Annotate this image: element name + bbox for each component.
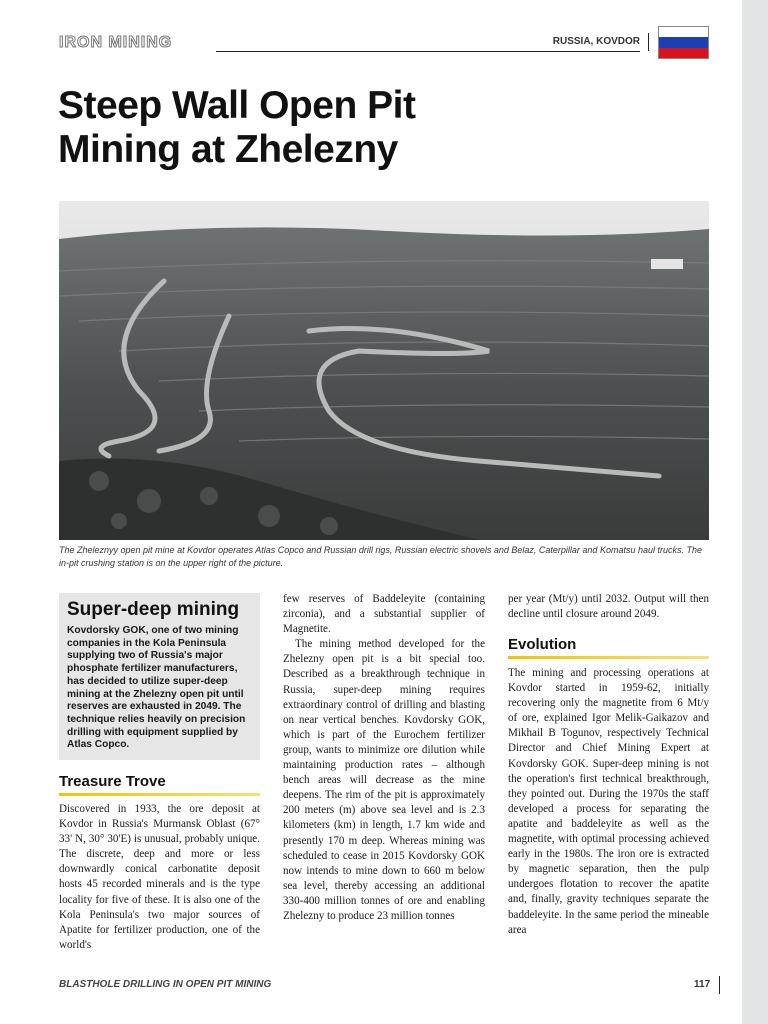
evolution-heading: Evolution: [508, 636, 577, 653]
sidebar-heading: Super-deep mining: [67, 599, 240, 620]
title-line-2: Mining at Zhelezny: [58, 128, 398, 171]
col2-paragraph-1: few reserves of Baddeleyite (containing zirconia), and a substantial supplier of Magnetite.: [283, 593, 485, 636]
photo-caption: The Zheleznyy open pit mine at Kovdor operates Atlas Copco and Russian drill rigs, Russian electric shovels and Belaz, Caterpillar and Komatsu haul trucks. The in-pit crushing station is on the upper right of the picture.: [59, 545, 702, 568]
page-number: 117: [694, 979, 711, 990]
column-1-text: [59, 802, 260, 953]
sidebar-text: Kovdorsky GOK, one of two mining companies in the Kola Peninsula supplying two of Russia's major phosphate fertilizer manufacturers, has decided to utilize super-deep mining at the Zhelezny open pit until reserves are exhausted in 2049. The technique relies heavily on precision drilling with equipment supplied by Atlas Copco.: [67, 625, 246, 751]
publication-title: BLASTHOLE DRILLING IN OPEN PIT MINING: [59, 979, 272, 990]
title-line-1: Steep Wall Open Pit: [58, 84, 416, 127]
footer-divider: [719, 976, 720, 994]
section-label: IRON MINING: [59, 34, 173, 51]
location-label: RUSSIA, KOVDOR: [552, 36, 640, 47]
treasure-trove-rule: [59, 793, 260, 796]
intro-sidebar: [59, 593, 260, 760]
article-title: [58, 84, 498, 172]
col3-intro-paragraph: per year (Mt/y) until 2032. Output will then decline until closure around 2049.: [508, 593, 709, 621]
page-edge-strip: [742, 0, 768, 1024]
treasure-trove-heading: Treasure Trove: [59, 773, 166, 790]
column-3-text: [508, 666, 709, 938]
column-2-text: [283, 592, 485, 924]
col2-paragraph-2: The mining method developed for the Zhelezny open pit is a bit special too. Described as a breakthrough technique in Russia, super-deep mining requires extraordinary control of drilling and blasting on near vertical benches. Kovdorsky GOK, which is part of the Eurochem fertilizer group, wants to minimize ore dilution while maintaining production rates – although bench areas will decrease as the mine deepens. The rim of the pit is approximately 200 meters (m) above sea level and is 2.3 kilometers (km) in length, 1.7 km wide and presently 170 m deep. Whereas mining was scheduled to cease in 2015 Kovdorsky GOK now intends to mine down to 660 m below sea level, thereby accessing an additional 330-400 million tonnes of ore and enabling Zhelezny to produce 23 million tonnes: [283, 638, 485, 922]
column-3-intro: [508, 592, 709, 622]
evolution-rule: [508, 656, 709, 659]
header-rule: [216, 51, 640, 52]
treasure-trove-paragraph: Discovered in 1933, the ore deposit at Kovdor in Russia's Murmansk Oblast (67° 33' N, 30° 30'E) is unusual, probably unique. The discrete, deep and more or less downwardly conical carbonatite deposit hosts 45 recorded minerals and is the type locality for five of these. It is also one of the Kola Peninsula's two major sources of Apatite for fertilizer production, one of the world's: [59, 803, 260, 951]
russia-flag-icon: [658, 26, 709, 59]
header-divider: [648, 33, 649, 51]
open-pit-mine-photo: [59, 201, 709, 540]
evolution-paragraph: The mining and processing operations at Kovdor started in 1959-62, initially recovering only the magnetite from 6 Mt/y of ore, explained Igor Melik-Gaikazov and Mikhail B Togunov, respectively Technical Director and Chief Mining Expert at Kovdorsky GOK. Super-deep mining is not the operation's first technical breakthrough, they pointed out. During the 1970s the staff developed a process for separating the apatite and baddeleyite as well as the magnetite, with optimal processing achieved early in the 1980s. The iron ore is extracted by magnetic separation, then the pulp undergoes flotation to recover the apatite and, finally, gravity techniques separate the baddeleyite. In the same period the mineable area: [508, 667, 709, 936]
